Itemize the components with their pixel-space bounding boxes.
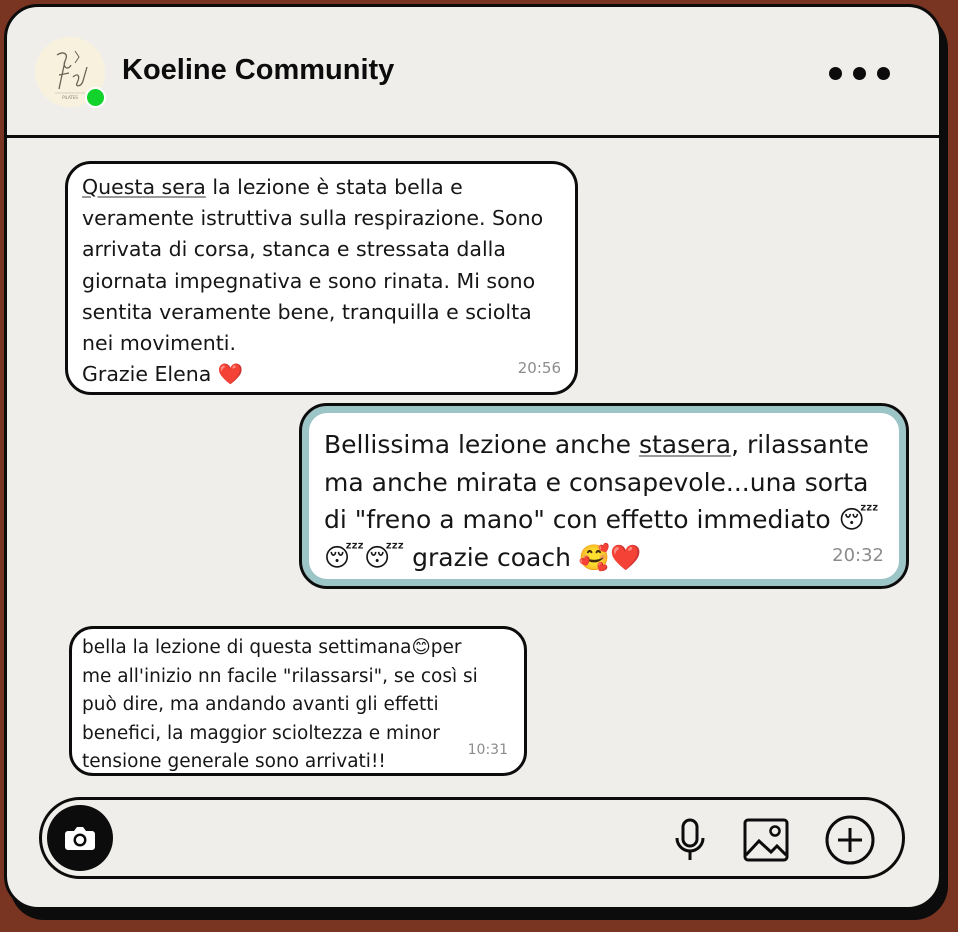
more-dot	[877, 67, 890, 80]
group-avatar[interactable]	[35, 37, 105, 107]
message-bubble-incoming[interactable]	[69, 626, 527, 776]
more-options-button[interactable]	[819, 55, 899, 91]
message-text-start: Bellissima lezione anche	[324, 430, 639, 459]
message-timestamp: 20:56	[517, 358, 561, 377]
message-text-rest: la lezione è stata bella e veramente istruttiva sulla respirazione. Sono arrivata di corsa, stanca e stressata dalla giornata impegnativa e sono rinata. Mi sono sentita veramente bene, tranquilla e sciolta nei movimenti. Grazie Elena ❤️	[82, 175, 544, 387]
message-text-rest: , rilassante ma anche mirata e consapevole...una sorta di "freno a mano" con effetto immediato 😴 😴😴 grazie coach 🥰❤️	[324, 430, 879, 572]
microphone-button[interactable]	[664, 814, 716, 866]
camera-button[interactable]	[47, 805, 113, 871]
message-bubble-outgoing[interactable]	[299, 403, 909, 589]
gallery-button[interactable]	[740, 814, 792, 866]
message-text	[82, 172, 561, 390]
chat-title: Koeline Community	[122, 54, 395, 86]
microphone-icon	[670, 816, 710, 864]
camera-icon	[60, 818, 100, 858]
plus-circle-icon	[824, 814, 876, 866]
message-highlight: Questa sera	[82, 175, 206, 199]
more-dot	[853, 67, 866, 80]
chat-header	[7, 7, 939, 138]
add-attachment-button[interactable]	[824, 814, 876, 866]
image-icon	[742, 817, 790, 863]
online-status-dot	[85, 87, 106, 108]
more-dot	[829, 67, 842, 80]
svg-text:PILATES: PILATES	[62, 95, 78, 100]
message-text: bella la lezione di questa settimana😊per me all'inizio nn facile "rilassarsi", se così si può dire, ma andando avanti gli effetti benefici, la maggior scioltezza e minor tensione generale sono arrivati!!	[82, 637, 478, 773]
message-bubble-incoming[interactable]	[65, 161, 578, 395]
chat-window	[4, 4, 942, 910]
message-highlight: stasera	[638, 430, 732, 459]
message-timestamp: 20:32	[832, 544, 884, 566]
message-text	[324, 426, 882, 576]
message-composer[interactable]	[39, 797, 905, 879]
message-timestamp: 10:31	[467, 742, 508, 759]
